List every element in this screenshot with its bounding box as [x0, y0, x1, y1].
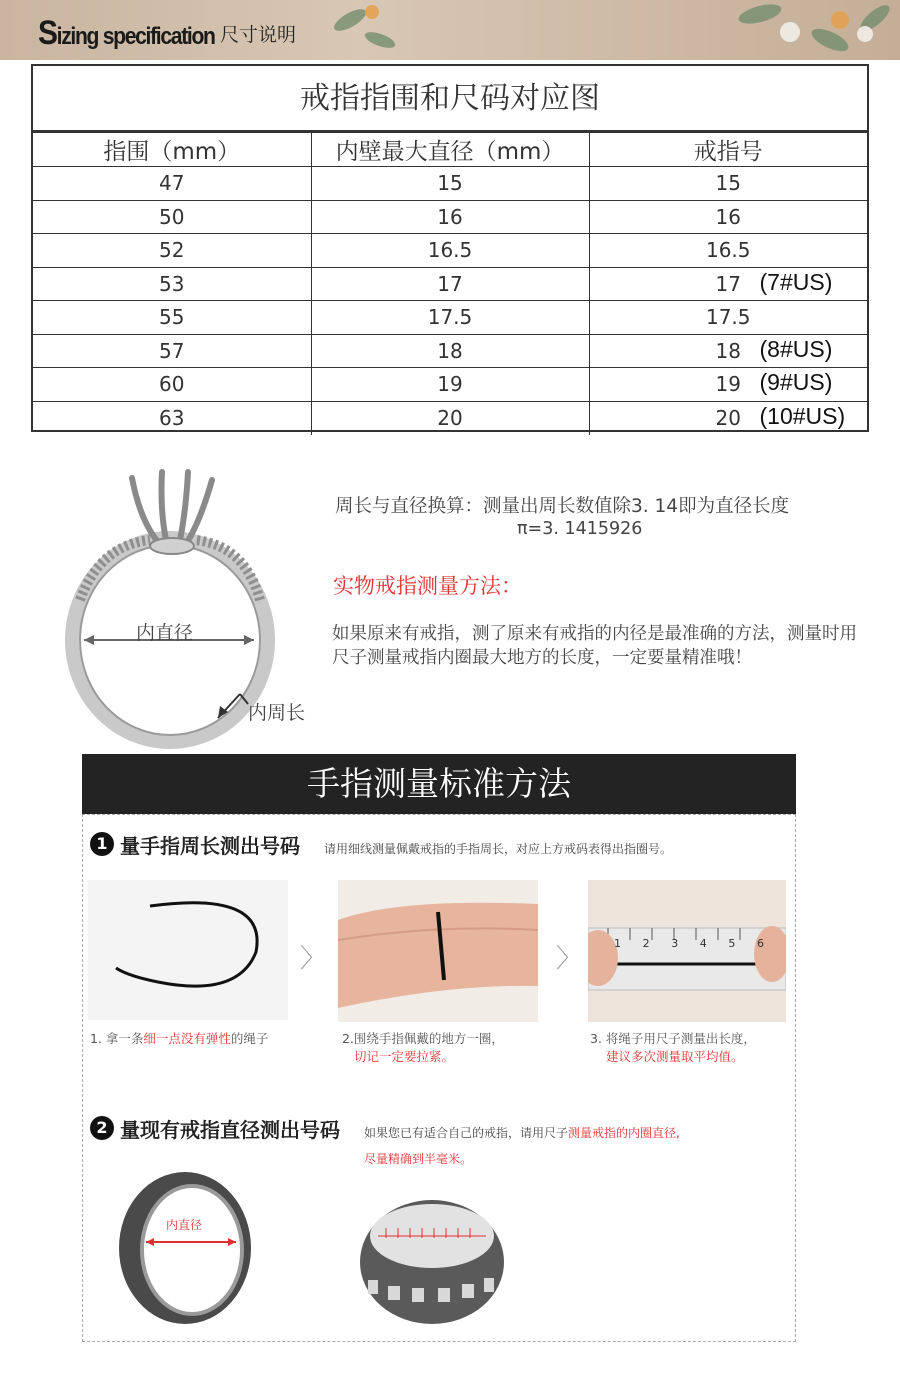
table-row	[33, 234, 867, 268]
size-value: 20	[715, 406, 741, 430]
cell-circumference: 52	[33, 234, 311, 268]
step2-title: 量现有戒指直径测出号码	[120, 1118, 340, 1142]
step1-caption-2	[342, 1030, 504, 1066]
pi-value: π=3. 1415926	[517, 519, 643, 539]
cell-diameter: 15	[311, 167, 589, 201]
size-value: 16.5	[705, 238, 751, 263]
step2-note	[364, 1124, 680, 1141]
caption-highlight: 建议多次测量取平均值。	[606, 1049, 744, 1064]
ruler-number: 1	[614, 937, 621, 950]
next-arrow-icon: 〉	[300, 944, 327, 974]
step1-caption-1	[90, 1030, 268, 1048]
header-title-en	[38, 14, 215, 53]
header-banner	[0, 0, 900, 60]
cell-diameter: 16	[311, 200, 589, 234]
cell-circumference: 47	[33, 167, 311, 201]
finger-method-header: 手指测量标准方法	[82, 754, 796, 814]
ruler-icon	[588, 880, 786, 1022]
table-row	[33, 368, 867, 402]
step-number-badge: 2	[90, 1116, 114, 1140]
column-header: 指围（mm）	[33, 133, 311, 167]
size-value: 17.5	[705, 305, 751, 330]
size-table-grid	[33, 132, 867, 435]
step1-note: 请用细线测量佩戴戒指的手指周长，对应上方戒码表得出指圈号。	[324, 842, 673, 856]
ruler-number: 5	[728, 937, 736, 950]
cell-circumference: 60	[33, 368, 311, 402]
table-row	[33, 167, 867, 201]
next-arrow-icon: 〉	[556, 944, 583, 974]
us-size-note: (8#US)	[759, 335, 833, 362]
title-initial: S	[38, 14, 57, 52]
step1-title: 量手指周长测出号码	[120, 834, 300, 858]
ruler-number: 2	[642, 937, 650, 950]
finger-photo	[338, 880, 538, 1022]
size-value: 19	[715, 372, 741, 397]
ruler-numbers	[614, 937, 764, 950]
ruler-number: 4	[699, 937, 707, 950]
ring-method-title: 实物戒指测量方法：	[333, 574, 522, 598]
note-text: 如果您已有适合自己的戒指，请用尺子	[364, 1126, 569, 1140]
table-row	[33, 267, 867, 301]
ruler-number: 3	[671, 937, 679, 950]
cell-diameter: 17.5	[311, 301, 589, 335]
cell-size	[589, 267, 867, 301]
cell-size	[589, 368, 867, 402]
header-title-cn: 尺寸说明	[220, 24, 297, 46]
cell-size	[589, 334, 867, 368]
size-value: 15	[715, 171, 741, 196]
table-title: 戒指指围和尺码对应图	[33, 66, 867, 132]
spinner-ring-photo	[110, 1160, 260, 1330]
us-size-note: (10#US)	[759, 402, 846, 429]
cell-size	[589, 200, 867, 234]
inner-diameter-label: 内直径	[136, 622, 194, 644]
cell-circumference: 63	[33, 401, 311, 435]
cell-circumference: 50	[33, 200, 311, 234]
cell-size	[589, 167, 867, 201]
column-header: 内壁最大直径（mm）	[311, 133, 589, 167]
inner-circumference-label: 内周长	[248, 702, 306, 724]
cell-diameter: 20	[311, 401, 589, 435]
step2-note-line2: 尽量精确到半毫米。	[364, 1152, 473, 1166]
ruler-photo	[588, 880, 786, 1022]
cell-diameter: 18	[311, 334, 589, 368]
size-value: 18	[715, 338, 741, 363]
column-header: 戒指号	[589, 133, 867, 167]
caption-highlight: 切记一定要拉紧。	[354, 1049, 455, 1064]
cell-diameter: 16.5	[311, 234, 589, 268]
ring-method-text: 如果原来有戒指，测了原来有戒指的内径是最准确的方法，测量时用尺子测量戒指内圈最大地方的长度，一定要量精准哦！	[332, 624, 857, 668]
cell-diameter: 19	[311, 368, 589, 402]
cell-size	[589, 401, 867, 435]
size-table	[31, 64, 869, 432]
table-row	[33, 301, 867, 335]
title-rest: izing specification	[56, 23, 215, 50]
cell-size	[589, 234, 867, 268]
table-row	[33, 200, 867, 234]
spinner-ring-icon	[110, 1160, 260, 1330]
cell-circumference: 57	[33, 334, 311, 368]
conversion-formula: 周长与直径换算：测量出周长数值除3. 14即为直径长度	[335, 496, 790, 517]
step1-caption-3	[590, 1030, 756, 1066]
note-highlight: 测量戒指的内圈直径,	[568, 1126, 680, 1140]
us-size-note: (7#US)	[759, 268, 833, 295]
ruler-number: 6	[756, 937, 764, 950]
cell-circumference: 55	[33, 301, 311, 335]
ring-diagram	[40, 450, 340, 750]
cell-diameter: 17	[311, 267, 589, 301]
ring-diameter-label: 内直径	[166, 1218, 203, 1232]
string-photo	[88, 880, 288, 1020]
step-number-badge: 1	[90, 832, 114, 856]
table-row	[33, 401, 867, 435]
size-value: 16	[715, 204, 741, 229]
caption-text: 1. 拿一条	[90, 1031, 144, 1046]
table-header-row	[33, 133, 867, 167]
caption-highlight: 细一点没有弹性	[143, 1031, 231, 1046]
cell-circumference: 53	[33, 267, 311, 301]
cell-size	[589, 301, 867, 335]
size-value: 17	[715, 271, 741, 296]
flower-decoration-icon	[320, 0, 900, 60]
caption-text: 2.围绕手指佩戴的地方一圈，	[342, 1031, 504, 1046]
table-row	[33, 334, 867, 368]
ring-with-ruler-photo	[352, 1180, 512, 1330]
caption-text: 3. 将绳子用尺子测量出长度，	[590, 1031, 756, 1046]
caption-text: 的绳子	[230, 1031, 269, 1046]
us-size-note: (9#US)	[759, 369, 833, 395]
